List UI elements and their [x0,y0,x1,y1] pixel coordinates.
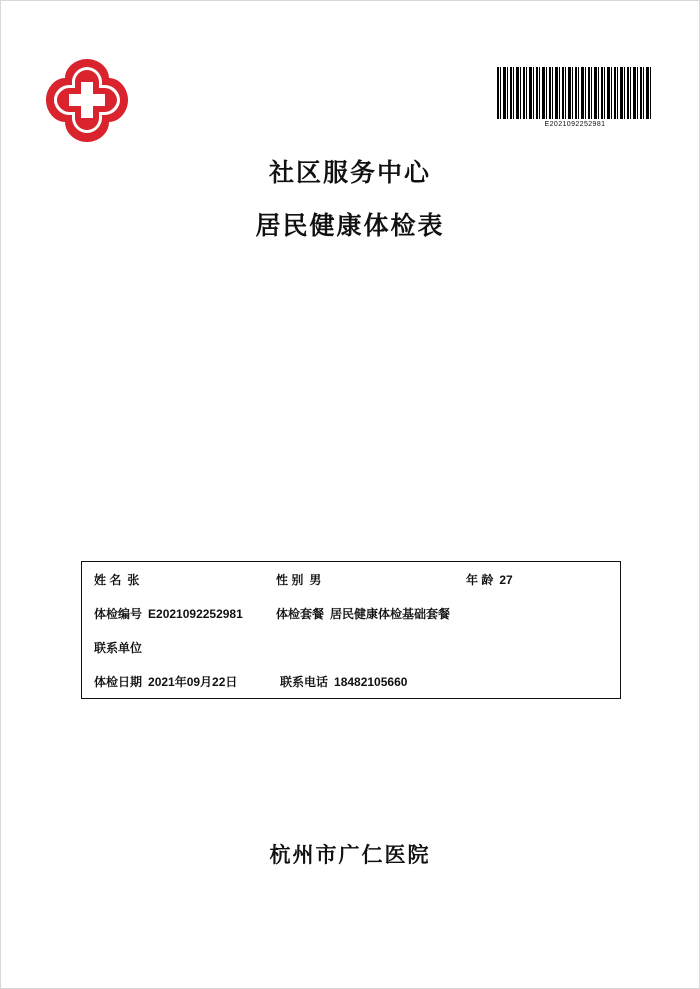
page-title [1,161,699,239]
footer-hospital-name: 杭州市广仁医院 [269,844,431,867]
field-age-label: 年 龄 [466,572,494,587]
barcode-number: E2021092252981 [544,121,606,128]
field-date-value: 2021年09月22日 [148,674,238,689]
barcode-bars [497,67,653,119]
barcode [497,67,653,128]
field-date-label: 体检日期 [94,674,143,689]
field-package-label: 体检套餐 [276,606,325,621]
field-gender-value: 男 [309,572,322,587]
info-row-contact [82,664,620,698]
red-cross-logo [43,56,131,146]
patient-info-box [81,561,621,699]
field-gender [276,571,466,588]
info-row-unit [82,630,620,664]
field-phone-value: 18482105660 [334,674,408,689]
field-exam-no-label: 体检编号 [94,606,143,621]
field-unit-label: 联系单位 [94,640,143,655]
field-date [94,673,280,690]
field-phone-label: 联系电话 [280,674,329,689]
info-row-exam [82,596,620,630]
title-line-center-name: 社区服务中心 [268,159,431,187]
field-phone [280,673,407,690]
info-row-identity [82,562,620,596]
field-package [276,605,450,622]
field-age [466,571,513,588]
field-age-value: 27 [499,572,513,587]
field-name-label: 姓 名 [94,572,122,587]
field-name [94,571,276,588]
field-name-value: 张 [127,572,140,587]
field-unit [94,639,276,656]
field-gender-label: 性 别 [276,572,304,587]
field-package-value: 居民健康体检基础套餐 [330,606,451,621]
title-line-form-name: 居民健康体检表 [255,212,445,240]
field-exam-no-value: E2021092252981 [148,606,243,621]
field-exam-no [94,605,276,622]
